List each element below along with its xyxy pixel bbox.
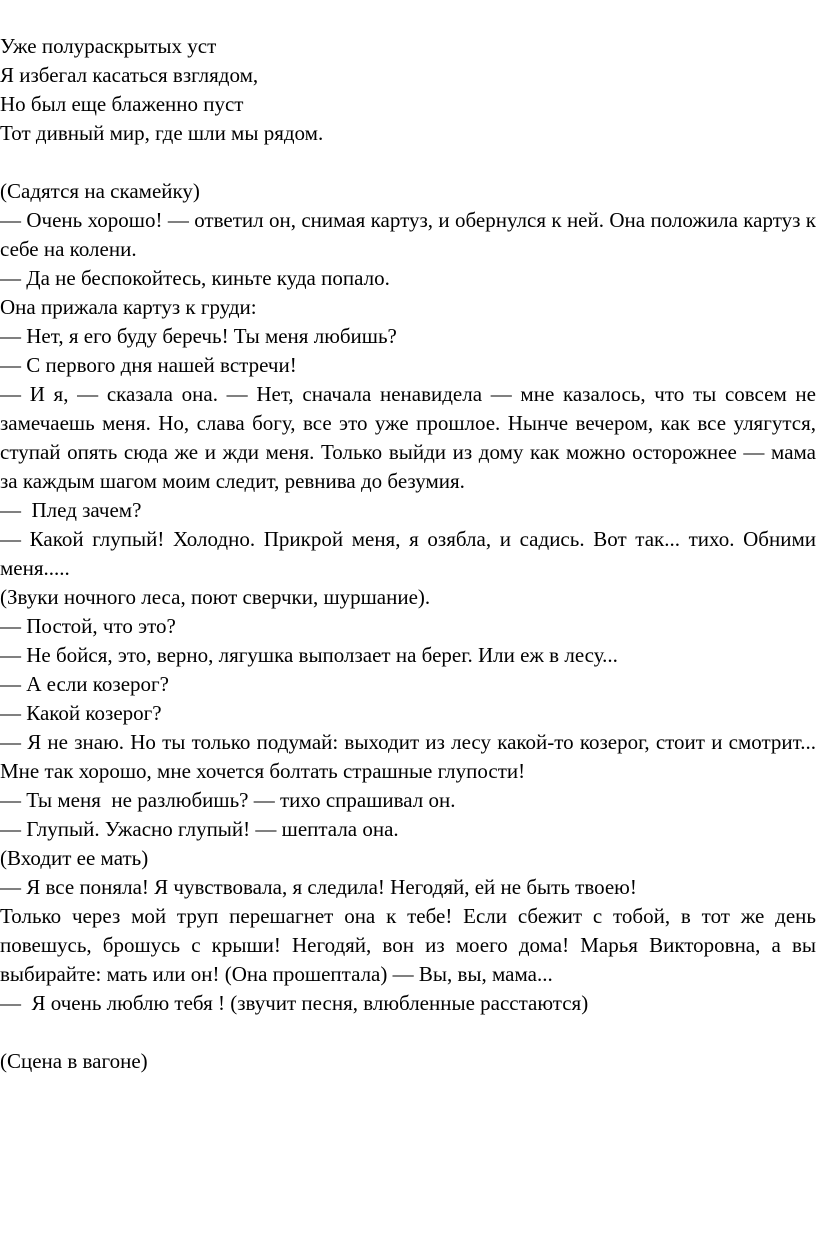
- paragraph: — И я, — сказала она. — Нет, сначала ненавидела — мне казалось, что ты совсем не замечаешь меня. Но, слава богу, все это уже прошлое. Нынче вечером, как все улягутся, ступай опять сюда же и жди меня. Только выйди из дому как можно осторожнее — мама за каждым шагом моим следит, ревнива до безумия.: [0, 382, 816, 493]
- document-page: [0, 32, 816, 1076]
- poem-line: Но был еще блаженно пуст: [0, 92, 244, 116]
- narration-line: Она прижала картуз к груди:: [0, 295, 257, 319]
- dialogue-line: — Глупый. Ужасно глупый! — шептала она.: [0, 817, 399, 841]
- dialogue-line: — Не бойся, это, верно, лягушка выползает на берег. Или еж в лесу...: [0, 643, 618, 667]
- dialogue-line: — Я очень люблю тебя ! (звучит песня, влюбленные расстаются): [0, 991, 589, 1015]
- paragraph: — Я не знаю. Но ты только подумай: выходит из лесу какой-то козерог, стоит и смотрит... Мне так хорошо, мне хочется болтать страшные глупости!: [0, 730, 816, 783]
- dialogue-line: — А если козерог?: [0, 672, 169, 696]
- dialogue-line: — Постой, что это?: [0, 614, 176, 638]
- blank-line: [0, 1018, 816, 1047]
- dialogue-line: — Да не беспокойтесь, киньте куда попало.: [0, 266, 390, 290]
- poem-line: Тот дивный мир, где шли мы рядом.: [0, 121, 324, 145]
- poem-line: Уже полураскрытых уст: [0, 34, 217, 58]
- stage-direction: (Садятся на скамейку): [0, 179, 200, 203]
- dialogue-line: — Я все поняла! Я чувствовала, я следила! Негодяй, ей не быть твоею!: [0, 875, 637, 899]
- poem-line: Я избегал касаться взглядом,: [0, 63, 259, 87]
- paragraph: — Какой глупый! Холодно. Прикрой меня, я озябла, и садись. Вот так... тихо. Обними меня.....: [0, 527, 816, 580]
- stage-direction: (Звуки ночного леса, поют сверчки, шуршание).: [0, 585, 431, 609]
- stage-direction: (Сцена в вагоне): [0, 1049, 148, 1073]
- paragraph: Только через мой труп перешагнет она к тебе! Если сбежит с тобой, в тот же день повешусь, брошусь с крыши! Негодяй, вон из моего дома! Марья Викторовна, а вы выбирайте: мать или он! (Она прошептала) — Вы, вы, мама...: [0, 904, 816, 986]
- dialogue-line: — Ты меня не разлюбишь? — тихо спрашивал он.: [0, 788, 456, 812]
- dialogue-line: — С первого дня нашей встречи!: [0, 353, 297, 377]
- dialogue-line: — Плед зачем?: [0, 498, 142, 522]
- paragraph: — Очень хорошо! — ответил он, снимая картуз, и обернулся к ней. Она положила картуз к себе на колени.: [0, 208, 816, 261]
- dialogue-line: — Какой козерог?: [0, 701, 162, 725]
- dialogue-line: — Нет, я его буду беречь! Ты меня любишь?: [0, 324, 397, 348]
- blank-line: [0, 148, 816, 177]
- stage-direction: (Входит ее мать): [0, 846, 149, 870]
